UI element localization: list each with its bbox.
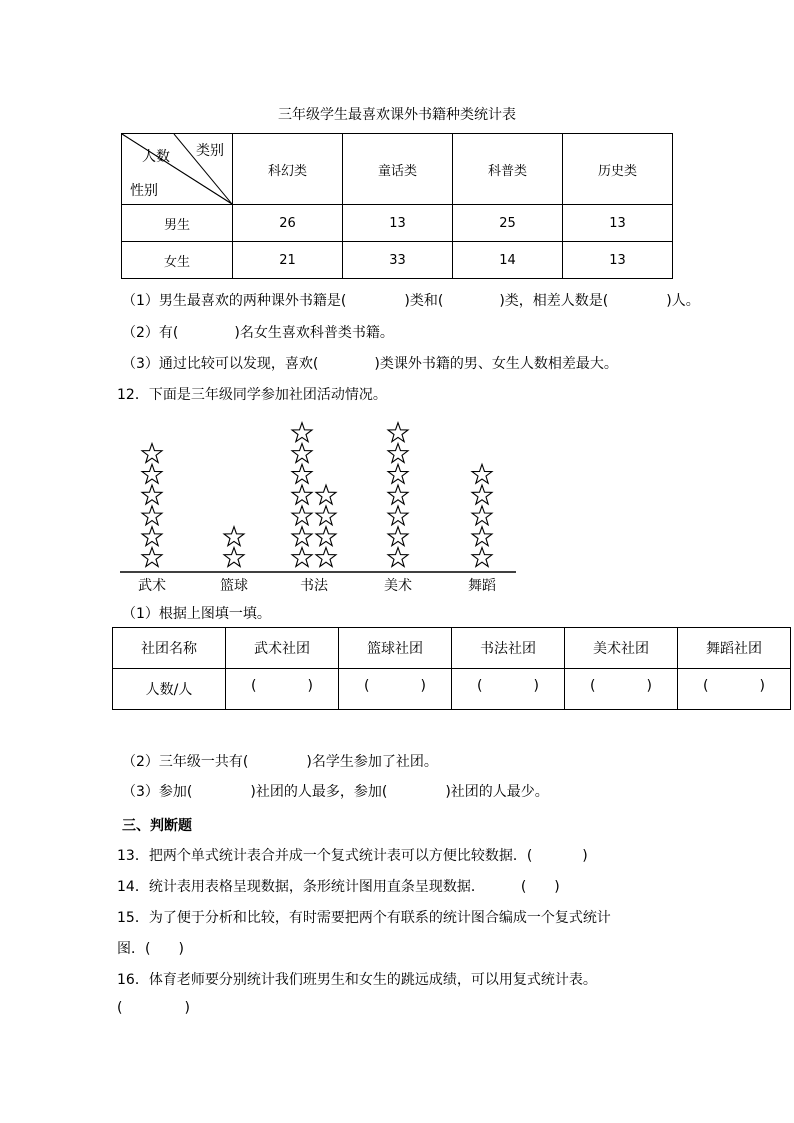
star-icon (292, 464, 312, 483)
q14-paren: ( ) (520, 879, 560, 895)
table1-title: 三年级学生最喜欢课外书籍种类统计表 (278, 107, 516, 123)
paren-close: ) (533, 678, 539, 694)
q12-intro: 12．下面是三年级同学参加社团活动情况。 (117, 387, 387, 403)
answer-cell[interactable] (678, 669, 791, 710)
paren-open: ( (590, 678, 596, 694)
star-icon (292, 444, 312, 463)
table-header-cell: 社团名称 (113, 628, 226, 669)
category-label: 舞蹈 (468, 578, 496, 594)
table-cell: 26 (233, 205, 343, 242)
column-header: 舞蹈社团 (678, 628, 791, 669)
column-header: 历史类 (563, 134, 673, 205)
category-label: 书法 (300, 578, 328, 594)
star-icon (472, 548, 492, 567)
answer-cell[interactable] (339, 669, 452, 710)
star-icon (224, 548, 244, 567)
star-icon (316, 506, 336, 525)
paren-close: ) (420, 678, 426, 694)
paren-open: ( (251, 678, 257, 694)
q11-part1 (122, 290, 700, 310)
star-icon (224, 527, 244, 546)
star-icon (316, 485, 336, 504)
paren-close: ) (646, 678, 652, 694)
q16-answer (117, 1000, 190, 1016)
star-icon (388, 527, 408, 546)
table-row (122, 242, 673, 279)
star-icon (388, 485, 408, 504)
table-row (122, 205, 673, 242)
column-header: 书法社团 (452, 628, 565, 669)
star-icon (142, 485, 162, 504)
q11-part1-text-b: )类和( (404, 293, 444, 309)
q12-part2 (122, 751, 438, 771)
q13 (117, 845, 588, 865)
q14-text: 14．统计表用表格呈现数据，条形统计图用直条呈现数据． (117, 879, 485, 895)
star-icon (472, 485, 492, 504)
star-icon (142, 527, 162, 546)
star-icon (472, 527, 492, 546)
star-icon (388, 444, 408, 463)
star-icon (316, 527, 336, 546)
row-label: 男生 (122, 205, 233, 242)
club-count-table (112, 627, 791, 710)
category-label: 篮球 (220, 578, 248, 594)
q11-part3-text-b: )类课外书籍的男、女生人数相差最大。 (374, 356, 618, 372)
q12-part3 (122, 781, 549, 801)
table-cell: 33 (343, 242, 453, 279)
star-icon (142, 548, 162, 567)
table-cell: 21 (233, 242, 343, 279)
star-icon (388, 464, 408, 483)
club-pictograph-chart (118, 405, 528, 595)
star-icon (142, 506, 162, 525)
q16-paren-close: ) (184, 1000, 190, 1016)
column-header: 科幻类 (233, 134, 343, 205)
q14 (117, 876, 560, 896)
q11-part3 (122, 353, 618, 373)
paren-close: ) (759, 678, 765, 694)
column-header: 武术社团 (226, 628, 339, 669)
answer-cell[interactable] (226, 669, 339, 710)
row-label: 女生 (122, 242, 233, 279)
column-header: 篮球社团 (339, 628, 452, 669)
header-category-label: 类别 (196, 143, 224, 159)
q12-part2-text-b: )名学生参加了社团。 (306, 754, 438, 770)
q13-text: 13．把两个单式统计表合并成一个复式统计表可以方便比较数据．( (117, 848, 533, 864)
q11-part2 (122, 322, 394, 342)
book-preference-table (121, 133, 673, 279)
q16-paren-open: ( (117, 1000, 123, 1016)
q11-part1-text-c: )类，相差人数是( (499, 293, 609, 309)
q13-paren-close: ) (582, 848, 588, 864)
star-icon (292, 548, 312, 567)
q12-fill-label: （1）根据上图填一填。 (122, 606, 271, 622)
star-icon (142, 464, 162, 483)
table-cell: 25 (453, 205, 563, 242)
table-cell: 13 (563, 205, 673, 242)
header-gender-label: 性别 (130, 183, 158, 199)
star-icon (292, 485, 312, 504)
table-row (113, 628, 791, 669)
paren-close: ) (307, 678, 313, 694)
star-icon (316, 548, 336, 567)
row-label: 人数/人 (113, 669, 226, 710)
star-icon (472, 464, 492, 483)
star-icon (292, 423, 312, 442)
star-icon (388, 423, 408, 442)
column-header: 科普类 (453, 134, 563, 205)
table-cell: 13 (563, 242, 673, 279)
star-icon (292, 527, 312, 546)
paren-open: ( (364, 678, 370, 694)
q11-part2-text-a: （2）有( (122, 325, 179, 341)
q16: 16．体育老师要分别统计我们班男生和女生的跳远成绩，可以用复式统计表。 (117, 972, 597, 988)
q15-line2: 图．( ) (117, 941, 184, 957)
star-icon (292, 506, 312, 525)
table-row (113, 669, 791, 710)
q12-part3-text-c: )社团的人最少。 (445, 784, 549, 800)
paren-open: ( (703, 678, 709, 694)
q15-line1: 15．为了便于分析和比较，有时需要把两个有联系的统计图合编成一个复式统计 (117, 910, 611, 926)
table-cell: 14 (453, 242, 563, 279)
q11-part1-text-a: （1）男生最喜欢的两种课外书籍是( (122, 293, 347, 309)
header-count-label: 人数 (142, 149, 170, 165)
q12-part3-text-b: )社团的人最多，参加( (250, 784, 388, 800)
q12-part2-text-a: （2）三年级一共有( (122, 754, 249, 770)
star-icon (142, 444, 162, 463)
table-cell: 13 (343, 205, 453, 242)
column-header: 童话类 (343, 134, 453, 205)
q11-part1-text-d: )人。 (666, 293, 700, 309)
q11-part2-text-b: )名女生喜欢科普类书籍。 (234, 325, 394, 341)
paren-open: ( (477, 678, 483, 694)
column-header: 美术社团 (565, 628, 678, 669)
star-icon (388, 506, 408, 525)
q12-part3-text-a: （3）参加( (122, 784, 193, 800)
q11-part3-text-a: （3）通过比较可以发现，喜欢( (122, 356, 319, 372)
category-label: 武术 (138, 578, 166, 594)
section3-heading: 三、判断题 (122, 818, 192, 834)
star-icon (388, 548, 408, 567)
diagonal-header-cell (122, 134, 233, 205)
star-icon (472, 506, 492, 525)
answer-cell[interactable] (565, 669, 678, 710)
category-label: 美术 (384, 578, 412, 594)
answer-cell[interactable] (452, 669, 565, 710)
